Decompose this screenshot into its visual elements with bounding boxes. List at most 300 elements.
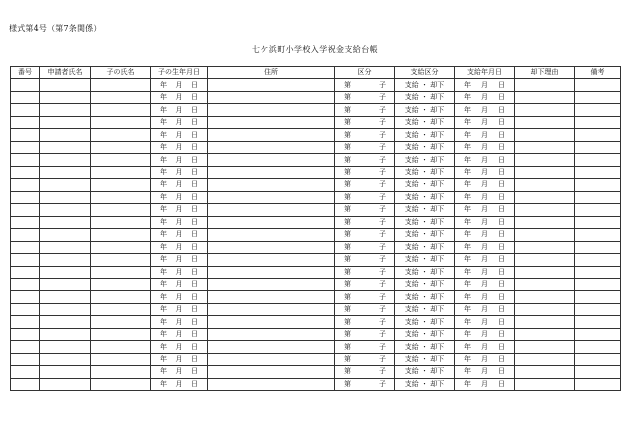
cell-child-name[interactable]	[91, 179, 151, 191]
cell-applicant-name[interactable]	[40, 366, 91, 378]
cell-remarks[interactable]	[575, 166, 621, 178]
cell-payment-status[interactable]: 支給 ・ 却下	[395, 316, 455, 328]
cell-category[interactable]	[335, 366, 395, 378]
year-unit: 年	[464, 167, 471, 176]
cell-child-birthdate[interactable]	[151, 191, 208, 203]
cell-child-birthdate[interactable]	[151, 341, 208, 353]
cell-remarks[interactable]	[575, 116, 621, 128]
cell-rejection-reason[interactable]	[515, 129, 575, 141]
cell-child-name[interactable]	[91, 366, 151, 378]
cell-address[interactable]	[208, 254, 335, 266]
cell-category[interactable]	[335, 378, 395, 390]
cell-rejection-reason[interactable]	[515, 266, 575, 278]
cell-child-name[interactable]	[91, 154, 151, 166]
cell-address[interactable]	[208, 366, 335, 378]
cell-applicant-name[interactable]	[40, 316, 91, 328]
cell-payment-date[interactable]	[455, 266, 515, 278]
table-row	[11, 141, 621, 153]
cell-remarks[interactable]	[575, 179, 621, 191]
cell-number[interactable]	[11, 328, 40, 340]
cell-remarks[interactable]	[575, 291, 621, 303]
month-unit: 月	[481, 130, 488, 139]
day-unit: 日	[191, 379, 198, 388]
cell-rejection-reason[interactable]	[515, 91, 575, 103]
category-prefix: 第	[344, 217, 351, 226]
month-unit: 月	[481, 330, 488, 339]
category-prefix: 第	[344, 143, 351, 152]
cell-remarks[interactable]	[575, 79, 621, 91]
cell-child-name[interactable]	[91, 191, 151, 203]
cell-applicant-name[interactable]	[40, 303, 91, 315]
month-unit: 月	[481, 230, 488, 239]
cell-applicant-name[interactable]	[40, 116, 91, 128]
cell-payment-date[interactable]	[455, 129, 515, 141]
cell-number[interactable]	[11, 316, 40, 328]
cell-category[interactable]	[335, 116, 395, 128]
day-unit: 日	[191, 167, 198, 176]
cell-address[interactable]	[208, 129, 335, 141]
cell-payment-status[interactable]: 支給 ・ 却下	[395, 191, 455, 203]
cell-remarks[interactable]	[575, 266, 621, 278]
cell-payment-status[interactable]: 支給 ・ 却下	[395, 378, 455, 390]
cell-rejection-reason[interactable]	[515, 303, 575, 315]
cell-rejection-reason[interactable]	[515, 166, 575, 178]
cell-number[interactable]	[11, 229, 40, 241]
cell-payment-date[interactable]	[455, 328, 515, 340]
cell-address[interactable]	[208, 378, 335, 390]
cell-child-birthdate[interactable]	[151, 166, 208, 178]
cell-payment-date[interactable]	[455, 204, 515, 216]
day-unit: 日	[498, 155, 505, 164]
category-suffix: 子	[379, 292, 386, 301]
cell-remarks[interactable]	[575, 366, 621, 378]
cell-number[interactable]	[11, 291, 40, 303]
cell-child-name[interactable]	[91, 216, 151, 228]
cell-address[interactable]	[208, 353, 335, 365]
cell-child-birthdate[interactable]	[151, 366, 208, 378]
cell-category[interactable]	[335, 241, 395, 253]
cell-number[interactable]	[11, 91, 40, 103]
cell-category[interactable]	[335, 229, 395, 241]
year-unit: 年	[464, 105, 471, 114]
cell-child-birthdate[interactable]	[151, 266, 208, 278]
cell-payment-status[interactable]: 支給 ・ 却下	[395, 166, 455, 178]
cell-address[interactable]	[208, 328, 335, 340]
table-row	[11, 104, 621, 116]
cell-remarks[interactable]	[575, 229, 621, 241]
cell-child-name[interactable]	[91, 278, 151, 290]
cell-address[interactable]	[208, 166, 335, 178]
cell-number[interactable]	[11, 241, 40, 253]
cell-applicant-name[interactable]	[40, 341, 91, 353]
cell-payment-date[interactable]	[455, 366, 515, 378]
cell-applicant-name[interactable]	[40, 216, 91, 228]
cell-child-birthdate[interactable]	[151, 291, 208, 303]
table-row	[11, 241, 621, 253]
cell-number[interactable]	[11, 204, 40, 216]
cell-payment-status[interactable]: 支給 ・ 却下	[395, 303, 455, 315]
cell-payment-status[interactable]: 支給 ・ 却下	[395, 366, 455, 378]
cell-category[interactable]	[335, 79, 395, 91]
cell-payment-status[interactable]: 支給 ・ 却下	[395, 278, 455, 290]
cell-number[interactable]	[11, 129, 40, 141]
cell-address[interactable]	[208, 229, 335, 241]
cell-rejection-reason[interactable]	[515, 341, 575, 353]
cell-rejection-reason[interactable]	[515, 291, 575, 303]
category-suffix: 子	[379, 205, 386, 214]
cell-rejection-reason[interactable]	[515, 141, 575, 153]
cell-child-birthdate[interactable]	[151, 229, 208, 241]
cell-category[interactable]	[335, 204, 395, 216]
cell-category[interactable]	[335, 191, 395, 203]
cell-address[interactable]	[208, 303, 335, 315]
cell-child-birthdate[interactable]	[151, 328, 208, 340]
day-unit: 日	[191, 267, 198, 276]
cell-payment-date[interactable]	[455, 154, 515, 166]
cell-address[interactable]	[208, 141, 335, 153]
cell-child-name[interactable]	[91, 254, 151, 266]
cell-child-name[interactable]	[91, 241, 151, 253]
cell-category[interactable]	[335, 91, 395, 103]
cell-category[interactable]	[335, 341, 395, 353]
cell-rejection-reason[interactable]	[515, 241, 575, 253]
category-prefix: 第	[344, 80, 351, 89]
category-suffix: 子	[379, 242, 386, 251]
month-unit: 月	[175, 143, 183, 152]
cell-child-birthdate[interactable]	[151, 141, 208, 153]
cell-number[interactable]	[11, 216, 40, 228]
cell-payment-date[interactable]	[455, 229, 515, 241]
cell-address[interactable]	[208, 204, 335, 216]
cell-payment-date[interactable]	[455, 104, 515, 116]
cell-child-name[interactable]	[91, 328, 151, 340]
cell-rejection-reason[interactable]	[515, 254, 575, 266]
table-row	[11, 79, 621, 91]
cell-rejection-reason[interactable]	[515, 278, 575, 290]
cell-number[interactable]	[11, 254, 40, 266]
cell-payment-date[interactable]	[455, 166, 515, 178]
cell-category[interactable]	[335, 141, 395, 153]
cell-payment-status[interactable]: 支給 ・ 却下	[395, 91, 455, 103]
cell-payment-date[interactable]	[455, 291, 515, 303]
cell-number[interactable]	[11, 341, 40, 353]
cell-category[interactable]	[335, 328, 395, 340]
cell-category[interactable]	[335, 254, 395, 266]
cell-remarks[interactable]	[575, 278, 621, 290]
cell-remarks[interactable]	[575, 216, 621, 228]
cell-child-name[interactable]	[91, 353, 151, 365]
cell-remarks[interactable]	[575, 341, 621, 353]
year-unit: 年	[464, 379, 471, 388]
category-prefix: 第	[344, 230, 351, 239]
cell-child-birthdate[interactable]	[151, 129, 208, 141]
year-unit: 年	[464, 230, 471, 239]
cell-child-birthdate[interactable]	[151, 303, 208, 315]
cell-applicant-name[interactable]	[40, 104, 91, 116]
cell-payment-date[interactable]	[455, 116, 515, 128]
table-row	[11, 179, 621, 191]
cell-number[interactable]	[11, 266, 40, 278]
cell-rejection-reason[interactable]	[515, 179, 575, 191]
cell-payment-date[interactable]	[455, 179, 515, 191]
category-suffix: 子	[379, 217, 386, 226]
cell-applicant-name[interactable]	[40, 378, 91, 390]
cell-applicant-name[interactable]	[40, 328, 91, 340]
cell-payment-date[interactable]	[455, 254, 515, 266]
cell-child-name[interactable]	[91, 316, 151, 328]
cell-remarks[interactable]	[575, 104, 621, 116]
cell-rejection-reason[interactable]	[515, 79, 575, 91]
cell-payment-date[interactable]	[455, 278, 515, 290]
cell-payment-status[interactable]: 支給 ・ 却下	[395, 116, 455, 128]
cell-address[interactable]	[208, 291, 335, 303]
cell-address[interactable]	[208, 241, 335, 253]
cell-rejection-reason[interactable]	[515, 229, 575, 241]
cell-category[interactable]	[335, 291, 395, 303]
year-unit: 年	[160, 167, 167, 176]
cell-child-name[interactable]	[91, 116, 151, 128]
cell-payment-date[interactable]	[455, 141, 515, 153]
cell-applicant-name[interactable]	[40, 241, 91, 253]
cell-category[interactable]	[335, 353, 395, 365]
cell-child-birthdate[interactable]	[151, 378, 208, 390]
cell-category[interactable]	[335, 278, 395, 290]
year-unit: 年	[160, 367, 167, 376]
month-unit: 月	[175, 330, 183, 339]
day-unit: 日	[498, 379, 505, 388]
cell-payment-date[interactable]	[455, 191, 515, 203]
cell-address[interactable]	[208, 104, 335, 116]
cell-number[interactable]	[11, 154, 40, 166]
cell-applicant-name[interactable]	[40, 129, 91, 141]
cell-address[interactable]	[208, 278, 335, 290]
cell-rejection-reason[interactable]	[515, 366, 575, 378]
table-row	[11, 129, 621, 141]
category-suffix: 子	[379, 167, 386, 176]
cell-address[interactable]	[208, 216, 335, 228]
cell-address[interactable]	[208, 91, 335, 103]
year-unit: 年	[160, 155, 167, 164]
month-unit: 月	[175, 205, 183, 214]
cell-number[interactable]	[11, 278, 40, 290]
cell-remarks[interactable]	[575, 378, 621, 390]
cell-number[interactable]	[11, 353, 40, 365]
cell-payment-date[interactable]	[455, 341, 515, 353]
cell-remarks[interactable]	[575, 129, 621, 141]
table-row	[11, 254, 621, 266]
cell-applicant-name[interactable]	[40, 254, 91, 266]
year-unit: 年	[464, 205, 471, 214]
month-unit: 月	[175, 355, 183, 364]
cell-child-name[interactable]	[91, 104, 151, 116]
cell-address[interactable]	[208, 191, 335, 203]
cell-remarks[interactable]	[575, 328, 621, 340]
cell-payment-date[interactable]	[455, 241, 515, 253]
cell-applicant-name[interactable]	[40, 154, 91, 166]
cell-payment-status[interactable]: 支給 ・ 却下	[395, 266, 455, 278]
cell-number[interactable]	[11, 79, 40, 91]
cell-applicant-name[interactable]	[40, 353, 91, 365]
year-unit: 年	[160, 242, 167, 251]
cell-child-birthdate[interactable]	[151, 91, 208, 103]
year-unit: 年	[160, 280, 167, 289]
cell-child-name[interactable]	[91, 166, 151, 178]
cell-address[interactable]	[208, 266, 335, 278]
year-unit: 年	[160, 105, 167, 114]
cell-category[interactable]	[335, 179, 395, 191]
cell-category[interactable]	[335, 266, 395, 278]
cell-child-name[interactable]	[91, 303, 151, 315]
cell-child-name[interactable]	[91, 229, 151, 241]
cell-remarks[interactable]	[575, 91, 621, 103]
category-prefix: 第	[344, 342, 351, 351]
cell-rejection-reason[interactable]	[515, 353, 575, 365]
cell-payment-status[interactable]: 支給 ・ 却下	[395, 141, 455, 153]
cell-payment-date[interactable]	[455, 316, 515, 328]
cell-number[interactable]	[11, 104, 40, 116]
cell-rejection-reason[interactable]	[515, 104, 575, 116]
cell-child-name[interactable]	[91, 378, 151, 390]
cell-applicant-name[interactable]	[40, 79, 91, 91]
cell-child-birthdate[interactable]	[151, 179, 208, 191]
cell-number[interactable]	[11, 116, 40, 128]
cell-child-name[interactable]	[91, 141, 151, 153]
cell-remarks[interactable]	[575, 254, 621, 266]
cell-remarks[interactable]	[575, 353, 621, 365]
cell-number[interactable]	[11, 366, 40, 378]
cell-rejection-reason[interactable]	[515, 154, 575, 166]
cell-address[interactable]	[208, 341, 335, 353]
cell-category[interactable]	[335, 303, 395, 315]
cell-applicant-name[interactable]	[40, 278, 91, 290]
cell-remarks[interactable]	[575, 191, 621, 203]
cell-remarks[interactable]	[575, 303, 621, 315]
cell-number[interactable]	[11, 166, 40, 178]
cell-applicant-name[interactable]	[40, 166, 91, 178]
cell-child-birthdate[interactable]	[151, 241, 208, 253]
cell-child-birthdate[interactable]	[151, 204, 208, 216]
cell-child-name[interactable]	[91, 341, 151, 353]
cell-payment-date[interactable]	[455, 79, 515, 91]
cell-rejection-reason[interactable]	[515, 216, 575, 228]
cell-rejection-reason[interactable]	[515, 116, 575, 128]
cell-rejection-reason[interactable]	[515, 191, 575, 203]
cell-payment-status[interactable]: 支給 ・ 却下	[395, 204, 455, 216]
month-unit: 月	[175, 105, 183, 114]
cell-payment-status[interactable]: 支給 ・ 却下	[395, 328, 455, 340]
cell-payment-date[interactable]	[455, 353, 515, 365]
cell-rejection-reason[interactable]	[515, 316, 575, 328]
cell-address[interactable]	[208, 179, 335, 191]
cell-payment-status[interactable]: 支給 ・ 却下	[395, 129, 455, 141]
cell-payment-status[interactable]: 支給 ・ 却下	[395, 229, 455, 241]
cell-child-birthdate[interactable]	[151, 116, 208, 128]
cell-child-name[interactable]	[91, 129, 151, 141]
cell-payment-date[interactable]	[455, 91, 515, 103]
cell-payment-date[interactable]	[455, 216, 515, 228]
cell-category[interactable]	[335, 166, 395, 178]
cell-child-birthdate[interactable]	[151, 79, 208, 91]
cell-remarks[interactable]	[575, 154, 621, 166]
cell-child-birthdate[interactable]	[151, 278, 208, 290]
cell-applicant-name[interactable]	[40, 179, 91, 191]
cell-number[interactable]	[11, 141, 40, 153]
cell-applicant-name[interactable]	[40, 291, 91, 303]
cell-address[interactable]	[208, 116, 335, 128]
month-unit: 月	[175, 379, 183, 388]
cell-payment-date[interactable]	[455, 378, 515, 390]
cell-payment-status[interactable]: 支給 ・ 却下	[395, 241, 455, 253]
cell-applicant-name[interactable]	[40, 204, 91, 216]
cell-rejection-reason[interactable]	[515, 328, 575, 340]
cell-remarks[interactable]	[575, 316, 621, 328]
cell-payment-status[interactable]: 支給 ・ 却下	[395, 341, 455, 353]
year-unit: 年	[160, 217, 167, 226]
cell-category[interactable]	[335, 216, 395, 228]
cell-applicant-name[interactable]	[40, 141, 91, 153]
cell-applicant-name[interactable]	[40, 191, 91, 203]
cell-applicant-name[interactable]	[40, 229, 91, 241]
cell-child-name[interactable]	[91, 266, 151, 278]
cell-payment-status[interactable]: 支給 ・ 却下	[395, 79, 455, 91]
cell-number[interactable]	[11, 179, 40, 191]
cell-category[interactable]	[335, 104, 395, 116]
cell-number[interactable]	[11, 378, 40, 390]
cell-child-birthdate[interactable]	[151, 353, 208, 365]
cell-child-birthdate[interactable]	[151, 316, 208, 328]
cell-payment-status[interactable]: 支給 ・ 却下	[395, 254, 455, 266]
cell-payment-status[interactable]: 支給 ・ 却下	[395, 104, 455, 116]
cell-child-birthdate[interactable]	[151, 254, 208, 266]
cell-payment-status[interactable]: 支給 ・ 却下	[395, 216, 455, 228]
cell-address[interactable]	[208, 316, 335, 328]
cell-number[interactable]	[11, 303, 40, 315]
cell-category[interactable]	[335, 316, 395, 328]
cell-payment-date[interactable]	[455, 303, 515, 315]
cell-category[interactable]	[335, 129, 395, 141]
cell-address[interactable]	[208, 154, 335, 166]
cell-child-name[interactable]	[91, 79, 151, 91]
cell-applicant-name[interactable]	[40, 266, 91, 278]
day-unit: 日	[191, 118, 198, 127]
cell-payment-status[interactable]: 支給 ・ 却下	[395, 353, 455, 365]
year-unit: 年	[464, 217, 471, 226]
cell-child-birthdate[interactable]	[151, 216, 208, 228]
day-unit: 日	[191, 217, 198, 226]
cell-payment-status[interactable]: 支給 ・ 却下	[395, 154, 455, 166]
cell-rejection-reason[interactable]	[515, 378, 575, 390]
category-suffix: 子	[379, 143, 386, 152]
cell-address[interactable]	[208, 79, 335, 91]
month-unit: 月	[481, 367, 488, 376]
cell-child-name[interactable]	[91, 204, 151, 216]
cell-payment-status[interactable]: 支給 ・ 却下	[395, 179, 455, 191]
cell-child-name[interactable]	[91, 291, 151, 303]
cell-remarks[interactable]	[575, 204, 621, 216]
cell-applicant-name[interactable]	[40, 91, 91, 103]
cell-number[interactable]	[11, 191, 40, 203]
cell-child-birthdate[interactable]	[151, 104, 208, 116]
month-unit: 月	[175, 267, 183, 276]
cell-remarks[interactable]	[575, 241, 621, 253]
cell-payment-status[interactable]: 支給 ・ 却下	[395, 291, 455, 303]
cell-category[interactable]	[335, 154, 395, 166]
cell-child-name[interactable]	[91, 91, 151, 103]
cell-rejection-reason[interactable]	[515, 204, 575, 216]
category-prefix: 第	[344, 155, 351, 164]
cell-child-birthdate[interactable]	[151, 154, 208, 166]
cell-remarks[interactable]	[575, 141, 621, 153]
